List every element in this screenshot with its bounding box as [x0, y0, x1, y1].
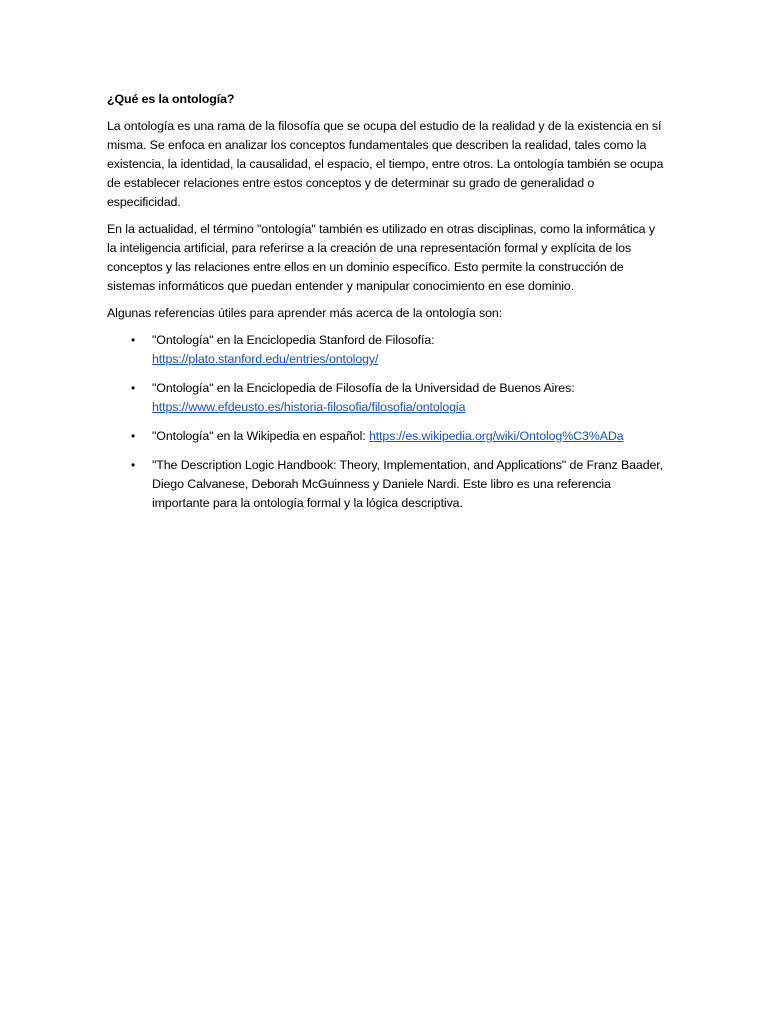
reference-text: "The Description Logic Handbook: Theory, Implementation, and Applications" de Franz Baader, Diego Calvanese, Deborah McGuinness y Daniele Nardi. Este libro es una referencia importante para la ontología formal y la lógica descriptiva.	[152, 458, 663, 510]
reference-item-stanford	[107, 331, 667, 369]
reference-item-wikipedia	[107, 427, 667, 446]
bullet-icon: •	[131, 333, 136, 347]
reference-text: "Ontología" en la Wikipedia en español:	[152, 429, 366, 443]
document-heading: ¿Qué es la ontología?	[107, 92, 235, 106]
paragraph-references-intro: Algunas referencias útiles para aprender más acerca de la ontología son:	[107, 306, 503, 320]
references-list	[107, 331, 667, 513]
document-page	[107, 90, 667, 523]
reference-link-wikipedia[interactable]: https://es.wikipedia.org/wiki/Ontolog%C3%ADa	[368, 429, 624, 443]
bullet-icon: •	[131, 429, 136, 443]
reference-item-buenos-aires	[107, 379, 667, 417]
bullet-icon: •	[131, 381, 136, 395]
reference-text: "Ontología" en la Enciclopedia de Filosofía de la Universidad de Buenos Aires:	[152, 381, 575, 395]
bullet-icon: •	[131, 458, 136, 472]
paragraph-definition: La ontología es una rama de la filosofía que se ocupa del estudio de la realidad y de la existencia en sí misma. Se enfoca en analizar los conceptos fundamentales que describen la realidad, tales como la existencia, la identidad, la causalidad, el espacio, el tiempo, entre otros. La ontología también se ocupa de establecer relaciones entre estos conceptos y de determinar su grado de generalidad o especificidad.	[107, 119, 664, 209]
reference-item-handbook	[107, 456, 667, 513]
reference-link-efdeusto[interactable]: https://www.efdeusto.es/historia-filosofia/filosofia/ontologia	[152, 400, 466, 414]
reference-link-stanford[interactable]: https://plato.stanford.edu/entries/ontology/	[152, 352, 379, 366]
reference-text: "Ontología" en la Enciclopedia Stanford de Filosofía:	[152, 333, 435, 347]
paragraph-modern-usage: En la actualidad, el término "ontología" también es utilizado en otras disciplinas, como la informática y la inteligencia artificial, para referirse a la creación de una representación formal y explícita de los conceptos y las relaciones entre ellos en un dominio específico. Esto permite la construcción de sistemas informáticos que puedan entender y manipular conocimiento en ese dominio.	[107, 222, 655, 293]
